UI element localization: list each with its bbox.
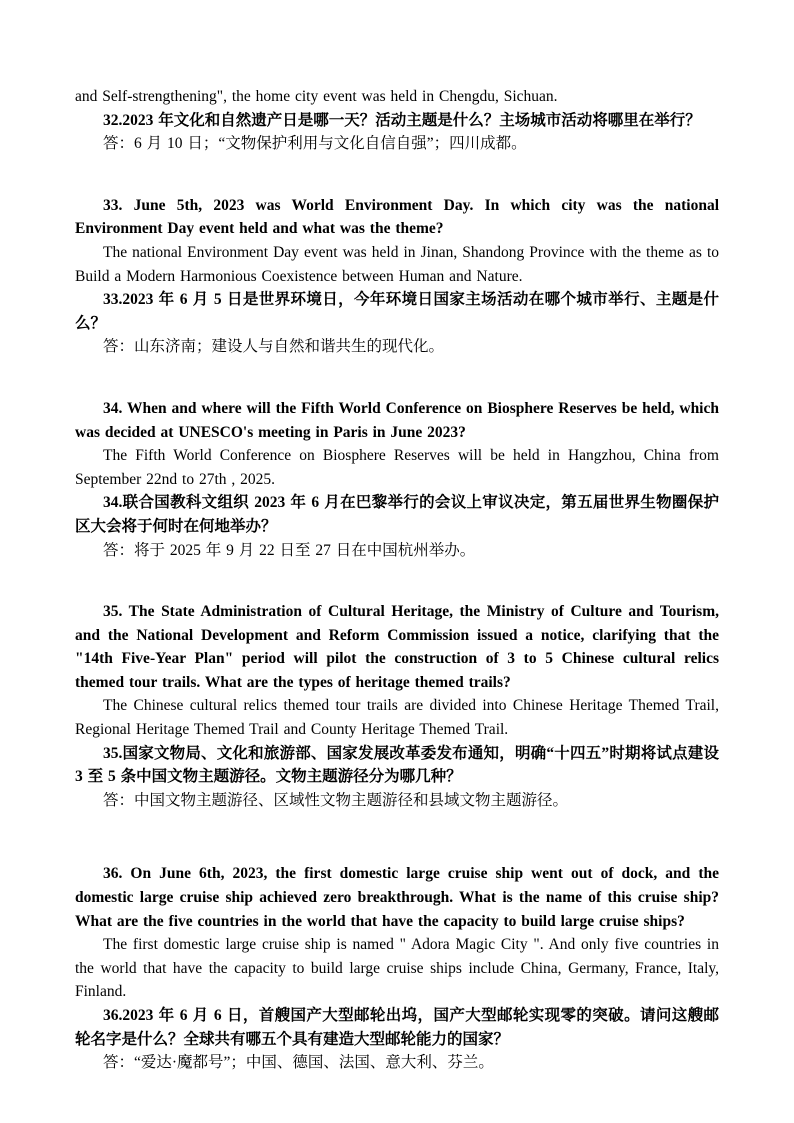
question-33-en: 33. June 5th, 2023 was World Environment Day. In which city was the national Environment Day event held and what was the theme? (75, 196, 719, 238)
section-question-36 (75, 862, 719, 1074)
answer-35-zh: 答：中国文物主题游径、区域性文物主题游径和县域文物主题游径。 (103, 791, 569, 809)
answer-32-zh: 答：6 月 10 日；“文物保护利用与文化自信自强”；四川成都。 (103, 135, 527, 153)
answer-32-en-continuation: and Self-strengthening", the home city event was held in Chengdu, Sichuan. (75, 88, 558, 105)
question-35-zh: 35.国家文物局、文化和旅游部、国家发展改革委发布通知，明确“十四五”时期将试点建设 3 至 5 条中国文物主题游径。文物主题游径分为哪几种？ (75, 744, 719, 786)
answer-36-en: The first domestic large cruise ship is named " Adora Magic City ". And only five countries in the world that have the capacity to build large cruise ships include China, Germany, France, Italy, Finland. (75, 936, 719, 1001)
document-content (75, 85, 719, 1075)
question-34-zh: 34.联合国教科文组织 2023 年 6 月在巴黎举行的会议上审议决定，第五届世界生物圈保护区大会将于何时在何地举办？ (75, 494, 719, 535)
answer-33-en: The national Environment Day event was held in Jinan, Shandong Province with the theme as to Build a Modern Harmonious Coexistence between Human and Nature. (75, 243, 719, 285)
section-question-34 (75, 397, 719, 562)
question-36-zh: 36.2023 年 6 月 6 日，首艘国产大型邮轮出坞，国产大型邮轮实现零的突破。请问这艘邮轮名字是什么？全球共有哪五个具有建造大型邮轮能力的国家？ (75, 1007, 719, 1048)
answer-34-zh: 答：将于 2025 年 9 月 22 日至 27 日在中国杭州举办。 (103, 541, 476, 559)
section-question-32 (75, 85, 719, 156)
section-question-35 (75, 600, 719, 812)
question-36-en: 36. On June 6th, 2023, the first domestic large cruise ship went out of dock, and the domestic large cruise ship achieved zero breakthrough. What is the name of this cruise ship? What are the five countries in the world that have the capacity to build large cruise ships? (75, 865, 719, 930)
answer-33-zh: 答：山东济南；建设人与自然和谐共生的现代化。 (103, 338, 445, 356)
question-35-en: 35. The State Administration of Cultural Heritage, the Ministry of Culture and Tourism, and the National Development and Reform Commission issued a notice, clarifying that the "14th Five-Year Plan" period will pilot the construction of 3 to 5 Chinese cultural relics themed tour trails. What are the types of heritage themed trails? (75, 603, 719, 691)
answer-35-en: The Chinese cultural relics themed tour trails are divided into Chinese Heritage Themed Trail, Regional Heritage Themed Trail and County Heritage Themed Trail. (75, 697, 719, 739)
question-33-zh: 33.2023 年 6 月 5 日是世界环境日，今年环境日国家主场活动在哪个城市举行、主题是什么？ (75, 291, 719, 332)
answer-34-en: The Fifth World Conference on Biosphere Reserves will be held in Hangzhou, China from September 22nd to 27th , 2025. (75, 447, 719, 488)
answer-36-zh: 答：“爱达·魔都号”；中国、德国、法国、意大利、芬兰。 (103, 1054, 494, 1072)
question-32-zh: 32.2023 年文化和自然遗产日是哪一天？活动主题是什么？主场城市活动将哪里在举行？ (103, 111, 701, 129)
question-34-en: 34. When and where will the Fifth World Conference on Biosphere Reserves be held, which was decided at UNESCO's meeting in Paris in June 2023? (75, 399, 719, 441)
section-question-33 (75, 194, 719, 359)
